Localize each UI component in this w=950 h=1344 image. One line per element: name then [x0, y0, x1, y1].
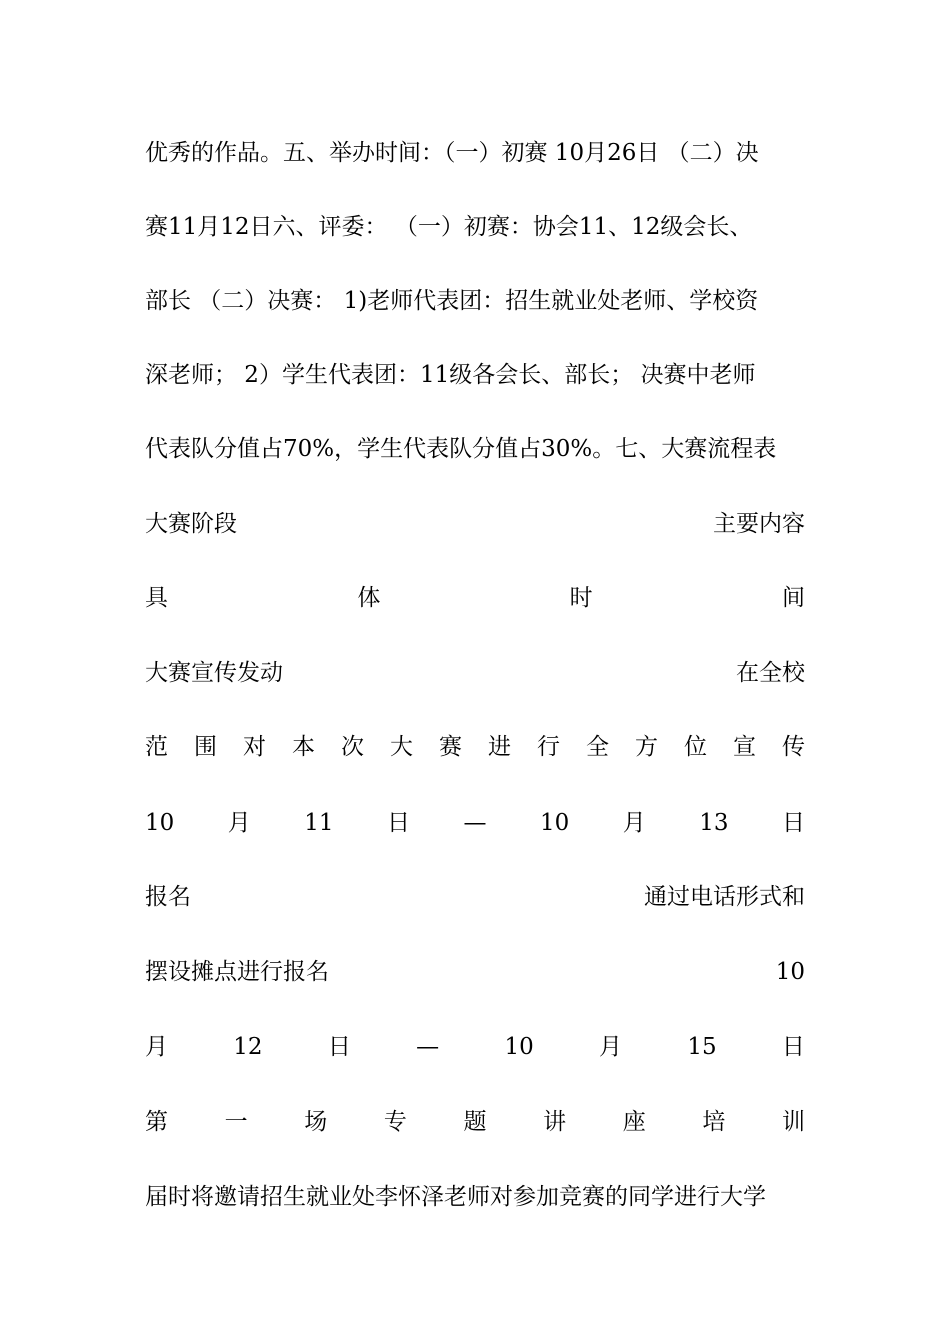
paragraph-line-5: 代表队分值占70%，学生代表队分值占30%。七、大赛流程表 — [145, 436, 777, 462]
row2-line-a — [145, 880, 805, 914]
row1-content-char: 次 — [341, 734, 364, 760]
table-header-row — [145, 507, 805, 541]
row2-time-token: 10 — [504, 1034, 534, 1060]
row1-content-a: 在全校 — [736, 660, 805, 686]
row1-time-token: — — [463, 810, 487, 836]
row3-stage — [145, 1105, 805, 1139]
row3-stage-char: 专 — [383, 1109, 407, 1135]
row3-stage-char: 训 — [782, 1109, 805, 1135]
row2-line-b — [145, 955, 805, 989]
header-time-char: 间 — [781, 585, 805, 611]
row2-content-b: 摆设摊点进行报名 — [145, 959, 329, 985]
row3-stage-char: 一 — [224, 1109, 248, 1135]
row3-stage-char: 第 — [145, 1109, 168, 1135]
header-stage: 大赛阶段 — [145, 511, 237, 537]
row3-stage-char: 场 — [304, 1109, 328, 1135]
row1-content-char: 对 — [243, 734, 266, 760]
row3-stage-char: 讲 — [543, 1109, 567, 1135]
row3-stage-char: 培 — [702, 1109, 726, 1135]
row1-time-token: 11 — [304, 810, 334, 836]
row3-stage-char: 题 — [463, 1109, 487, 1135]
header-time — [145, 581, 805, 615]
row1-line-a — [145, 656, 805, 690]
row1-content-char: 进 — [488, 734, 511, 760]
row2-time-a: 10 — [775, 959, 805, 985]
row1-time-token: 10 — [539, 810, 570, 836]
row1-time — [145, 806, 805, 840]
row3-content: 届时将邀请招生就业处李怀泽老师对参加竞赛的同学进行大学 — [145, 1184, 766, 1210]
row1-content-b — [145, 730, 805, 764]
row1-content-char: 行 — [537, 734, 560, 760]
row2-time-token: 12 — [233, 1034, 263, 1060]
row1-time-token: 日 — [782, 810, 805, 836]
row1-content-char: 大 — [390, 734, 413, 760]
row1-content-char: 位 — [684, 734, 707, 760]
row1-content-char: 本 — [292, 734, 315, 760]
header-content: 主要内容 — [713, 511, 805, 537]
row1-content-char: 方 — [635, 734, 658, 760]
row1-time-token: 月 — [622, 810, 646, 836]
row3-stage-char: 座 — [622, 1109, 646, 1135]
row2-time-token: 月 — [145, 1034, 168, 1060]
header-time-char: 具 — [145, 585, 168, 611]
row1-content-char: 全 — [586, 734, 609, 760]
row2-time-token: 月 — [599, 1034, 623, 1060]
paragraph-line-4: 深老师； 2）学生代表团：11级各会长、部长； 决赛中老师 — [145, 362, 756, 388]
row1-time-token: 10 — [145, 810, 175, 836]
row1-time-token: 月 — [227, 810, 251, 836]
paragraph-line-1: 优秀的作品。五、举办时间：（一）初赛 10月26日 （二）决 — [145, 140, 759, 166]
row2-stage: 报名 — [145, 884, 191, 910]
row1-time-token: 日 — [387, 810, 411, 836]
row1-content-char: 围 — [194, 734, 217, 760]
row1-content-char: 范 — [145, 734, 168, 760]
paragraph-line-3: 部长 （二）决赛： 1)老师代表团：招生就业处老师、学校资 — [145, 288, 759, 314]
row1-time-token: 13 — [699, 810, 729, 836]
row1-stage: 大赛宣传发动 — [145, 660, 283, 686]
row1-content-char: 赛 — [439, 734, 462, 760]
row2-time — [145, 1030, 805, 1064]
row1-content-char: 宣 — [733, 734, 756, 760]
header-time-char: 体 — [357, 585, 381, 611]
paragraph-line-2: 赛11月12日六、评委： （一）初赛：协会11、12级会长、 — [145, 214, 753, 240]
row2-time-token: 日 — [781, 1034, 805, 1060]
row2-content-a: 通过电话形式和 — [644, 884, 805, 910]
row2-time-token: — — [416, 1034, 440, 1060]
header-time-char: 时 — [569, 585, 593, 611]
row2-time-token: 日 — [327, 1034, 351, 1060]
row1-content-char: 传 — [782, 734, 805, 760]
row2-time-token: 15 — [687, 1034, 717, 1060]
